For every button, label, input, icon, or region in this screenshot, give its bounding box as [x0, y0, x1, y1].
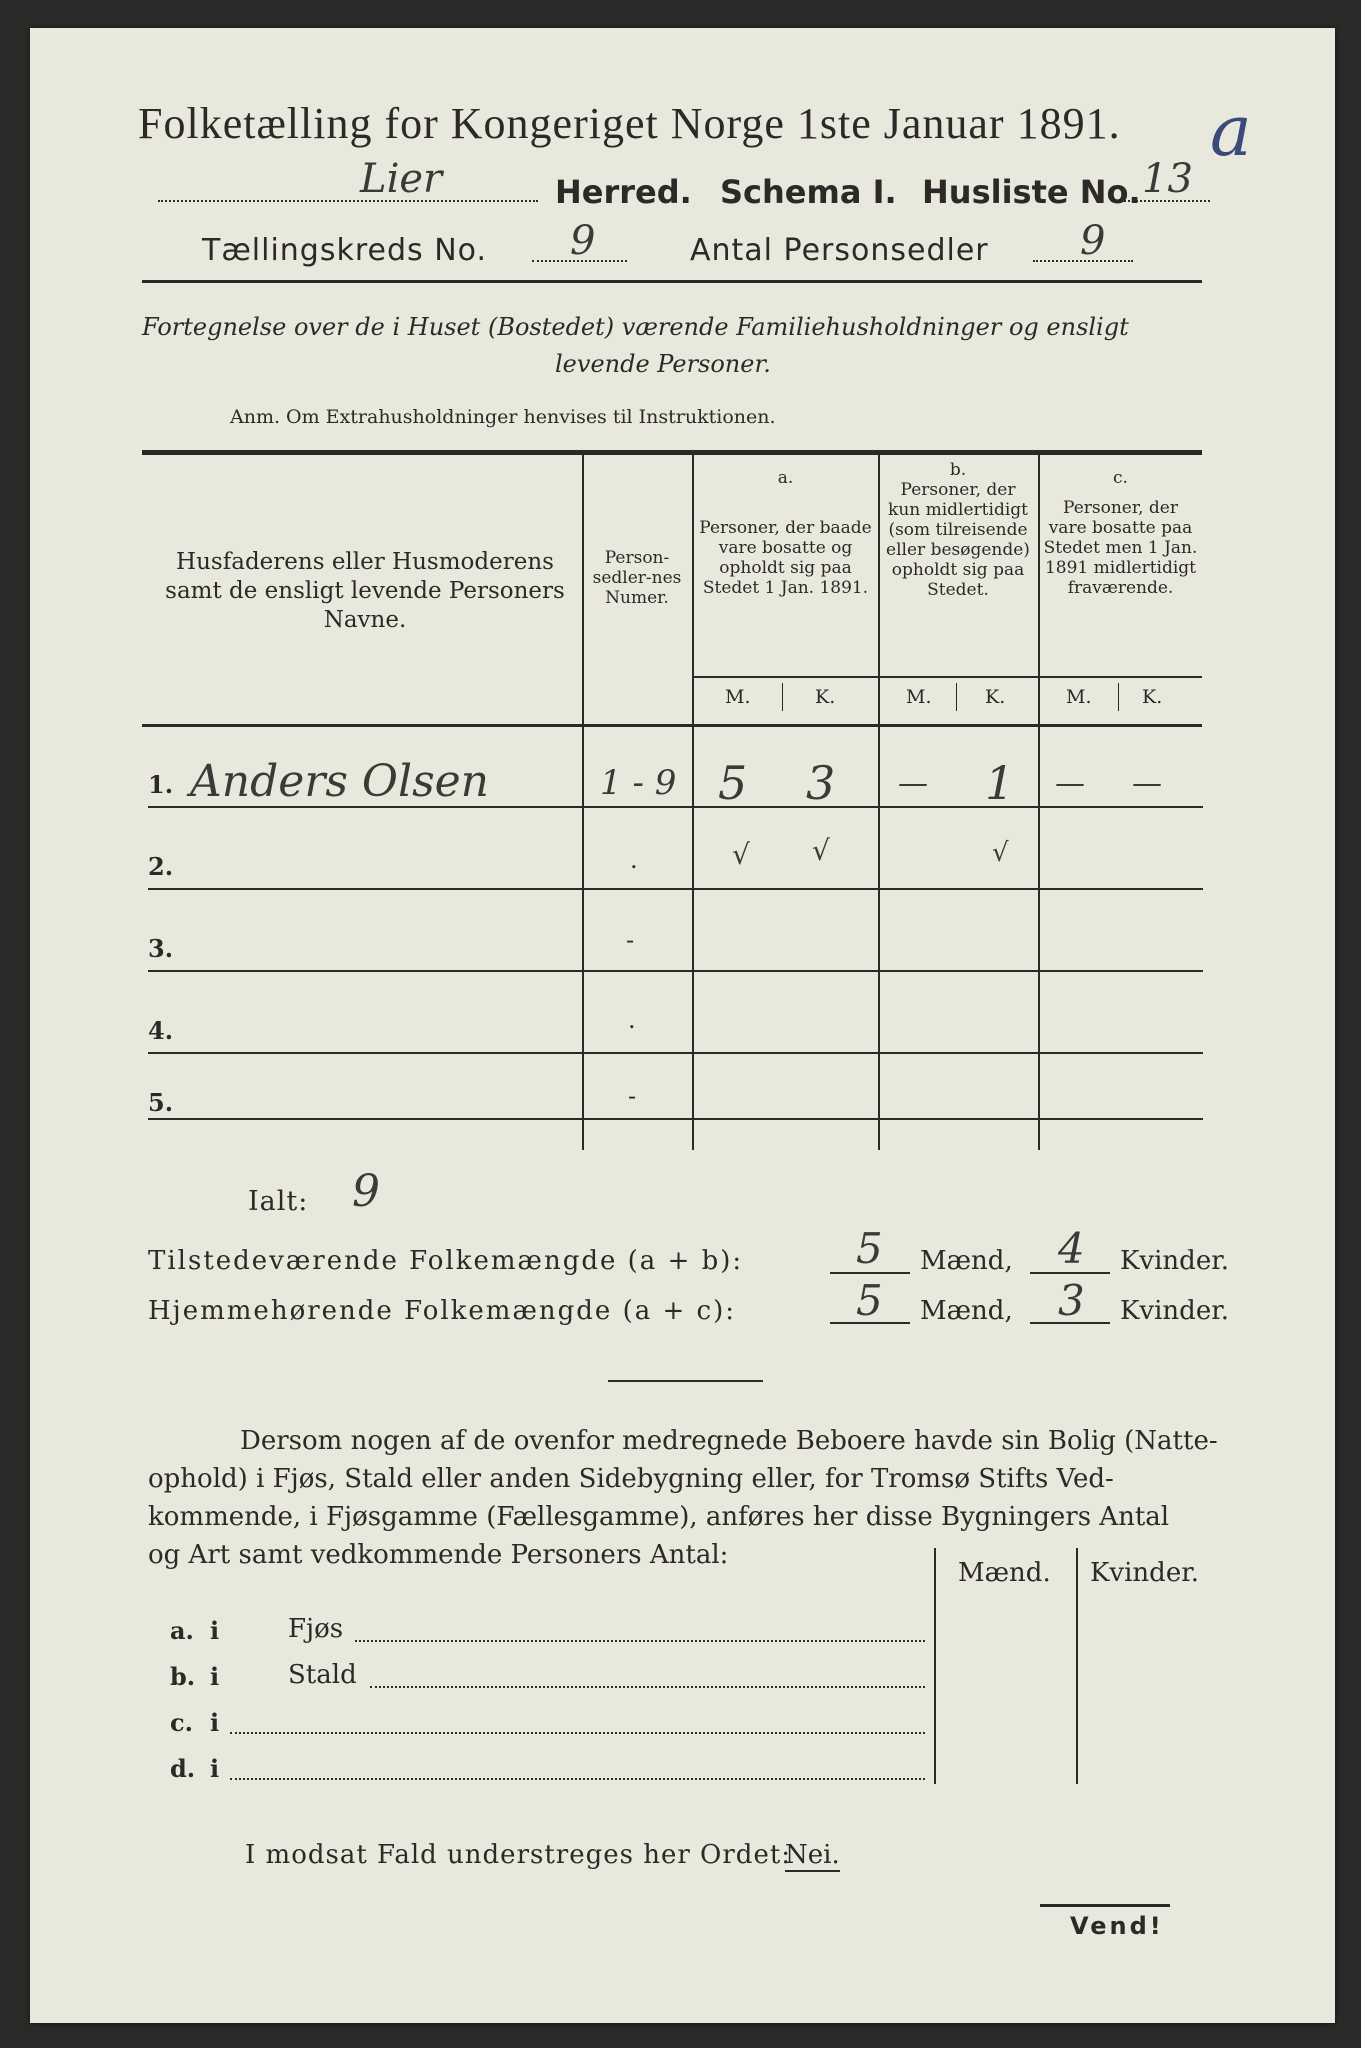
b-m-label: M. — [906, 686, 932, 708]
item-b-dots — [370, 1686, 925, 1688]
note-col-divider-1 — [934, 1548, 936, 1784]
row-rule-3 — [148, 970, 1203, 972]
row-a-m-1: 5 — [718, 756, 748, 810]
row-num-4: 4. — [148, 1016, 174, 1045]
row-b-k-1: 1 — [985, 756, 1015, 810]
kreds-value: 9 — [570, 218, 596, 264]
row-num-5: 5. — [148, 1088, 174, 1117]
census-form-page — [30, 28, 1335, 2023]
mk-tick-c — [1118, 683, 1119, 711]
item-a-label: Fjøs — [288, 1614, 344, 1644]
col-a-letter: a. — [777, 468, 794, 488]
form-title: Folketælling for Kongeriget Norge 1ste Januar 1891. — [138, 99, 1121, 148]
col-header-a: Personer, der baade vare bosatte og opholdt sig paa Stedet 1 Jan. 1891. — [699, 518, 872, 598]
hjem-m-value: 5 — [856, 1276, 883, 1325]
row-b-m-1: — — [898, 766, 928, 801]
modsat-text: I modsat Fald understreges her Ordet: — [245, 1840, 792, 1870]
antal-value: 9 — [1080, 218, 1106, 264]
c-m-label: M. — [1066, 686, 1092, 708]
note-line4: og Art samt vedkommende Personers Antal: — [148, 1540, 729, 1570]
corner-mark: a — [1210, 90, 1252, 172]
tilst-k-value: 4 — [1058, 1224, 1085, 1273]
anm-note: Anm. Om Extrahusholdninger henvises til Instruktionen. — [230, 406, 776, 428]
table-top-rule — [142, 450, 1202, 455]
kreds-label: Tællingskreds No. — [202, 233, 487, 268]
c-k-label: K. — [1142, 686, 1163, 708]
b-k-label: K. — [985, 686, 1006, 708]
a-k-label: K. — [815, 686, 836, 708]
row-num-1: 1. — [148, 770, 174, 799]
col-header-names: Husfaderens eller Husmoderens samt de ensligt levende Personers Navne. — [165, 549, 565, 633]
row-num-2: 2. — [148, 852, 174, 881]
row-a-m-2: √ — [732, 838, 750, 871]
note-col-kvinder: Kvinder. — [1090, 1558, 1200, 1588]
item-d-dots — [230, 1778, 925, 1780]
col-b-letter: b. — [949, 460, 967, 480]
item-c-letter: c. — [170, 1708, 193, 1737]
table-header-rule — [142, 724, 1202, 727]
row-numer-2: . — [630, 846, 638, 874]
col-divider-2 — [692, 455, 694, 1150]
col-header-c: Personer, der vare bosatte paa Stedet men 1 Jan. 1891 midlertidigt fraværende. — [1043, 498, 1198, 598]
row-numer-5: - — [628, 1082, 637, 1110]
row-a-k-1: 3 — [806, 756, 836, 810]
herred-dotline — [158, 200, 538, 202]
intro-line2: levende Personer. — [555, 350, 771, 378]
ialt-value: 9 — [352, 1166, 380, 1217]
nei-word: Nei. — [785, 1840, 840, 1870]
row-rule-2 — [148, 888, 1203, 890]
antal-label: Antal Personsedler — [690, 233, 989, 268]
row-a-k-2: √ — [812, 834, 830, 867]
schema-label: Schema I. — [720, 173, 897, 211]
vend-text: Vend! — [1070, 1912, 1164, 1940]
col-divider-1 — [582, 455, 584, 1150]
hjem-maend: Mænd, — [920, 1296, 1013, 1326]
husliste-value: 13 — [1142, 156, 1193, 202]
col-header-numer: Person-sedler-nes Numer. — [592, 548, 682, 608]
note-line1: Dersom nogen af de ovenfor medregnede Beboere havde sin Bolig (Natte- — [240, 1426, 1218, 1456]
item-a-i: i — [210, 1616, 220, 1645]
row-name-1: Anders Olsen — [190, 756, 490, 807]
note-col-divider-2 — [1076, 1548, 1078, 1784]
row-numer-3: - — [626, 926, 635, 954]
herred-label: Herred. — [555, 173, 692, 211]
tilst-m-value: 5 — [856, 1224, 883, 1273]
row-numer-4: . — [628, 1006, 636, 1034]
hjem-k-value: 3 — [1058, 1276, 1085, 1325]
item-d-letter: d. — [170, 1754, 196, 1783]
note-line3: kommende, i Fjøsgamme (Fællesgamme), anføres her disse Bygningers Antal — [148, 1502, 1170, 1532]
herred-value: Lier — [360, 156, 443, 202]
mk-tick-b — [956, 683, 957, 711]
mk-tick-a — [782, 683, 783, 711]
tilst-kvinder: Kvinder. — [1120, 1246, 1230, 1276]
hjem-kvinder: Kvinder. — [1120, 1296, 1230, 1326]
vend-rule — [1040, 1904, 1170, 1907]
intro-line1: Fortegnelse over de i Huset (Bostedet) værende Familiehusholdninger og ensligt — [142, 313, 1129, 341]
tilst-label: Tilstedeværende Folkemængde (a + b): — [148, 1246, 744, 1276]
item-a-dots — [355, 1640, 925, 1642]
item-d-i: i — [210, 1754, 220, 1783]
note-col-maend: Mænd. — [958, 1558, 1051, 1588]
note-line2: ophold) i Fjøs, Stald eller anden Sidebygning eller, for Tromsø Stifts Ved- — [148, 1464, 1114, 1494]
col-header-b: Personer, der kun midlertidigt (som tilreisende eller besøgende) opholdt sig paa Stedet. — [886, 480, 1030, 600]
separator-rule — [608, 1380, 763, 1382]
item-a-letter: a. — [170, 1616, 194, 1645]
row-numer-1: 1 - 9 — [600, 763, 677, 803]
col-divider-3 — [878, 455, 880, 1150]
header-rule — [142, 280, 1202, 283]
col-divider-4 — [1038, 455, 1040, 1150]
mk-subheader-rule — [692, 676, 1202, 678]
item-b-letter: b. — [170, 1662, 196, 1691]
item-b-i: i — [210, 1662, 220, 1691]
col-c-letter: c. — [1113, 468, 1128, 488]
item-c-i: i — [210, 1708, 220, 1737]
a-m-label: M. — [725, 686, 751, 708]
row-c-k-1: — — [1132, 766, 1162, 801]
husliste-label: Husliste No. — [922, 173, 1141, 211]
item-b-label: Stald — [288, 1660, 357, 1690]
row-num-3: 3. — [148, 934, 174, 963]
row-b-k-2: √ — [992, 838, 1009, 868]
row-rule-4 — [148, 1052, 1203, 1054]
row-c-m-1: — — [1055, 766, 1085, 801]
row-rule-5 — [148, 1118, 1203, 1120]
hjem-label: Hjemmehørende Folkemængde (a + c): — [148, 1296, 736, 1326]
tilst-maend: Mænd, — [920, 1246, 1013, 1276]
item-c-dots — [230, 1732, 925, 1734]
ialt-label: Ialt: — [248, 1186, 309, 1217]
